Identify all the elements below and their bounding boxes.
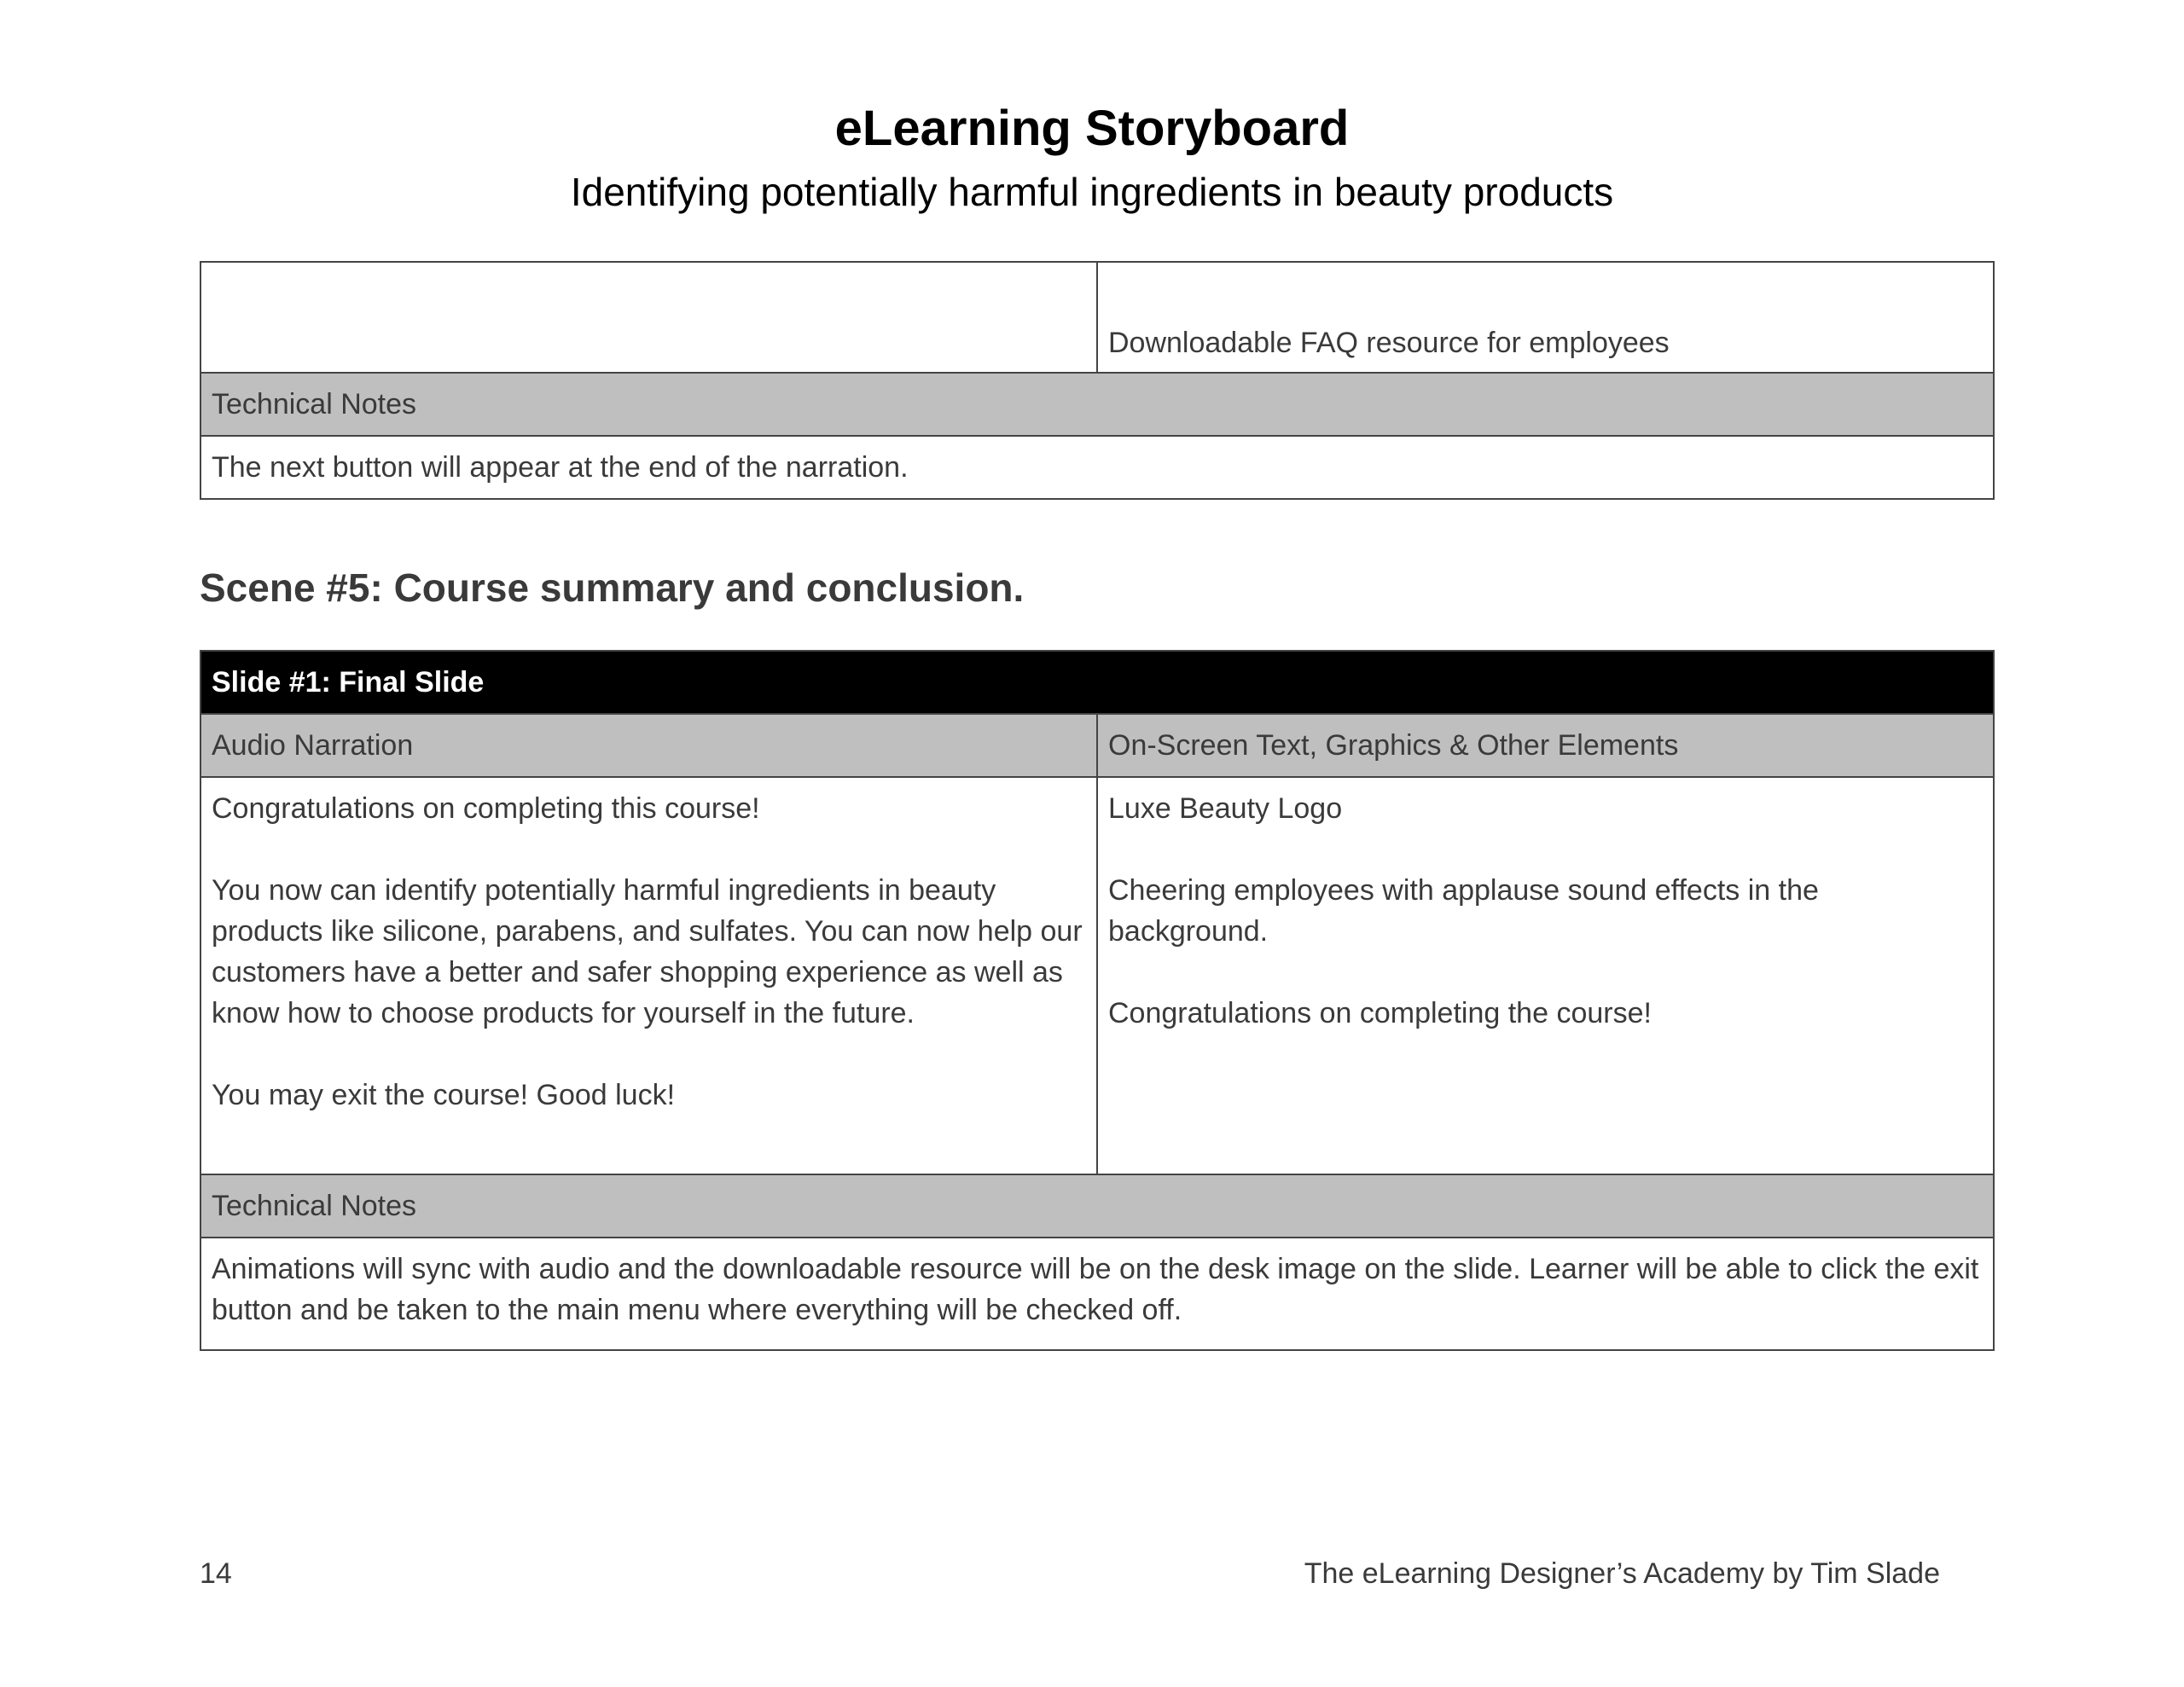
previous-left-cell	[200, 262, 1097, 373]
on-screen-header: On-Screen Text, Graphics & Other Elements	[1097, 714, 1994, 777]
technical-notes-text: The next button will appear at the end of the narration.	[200, 436, 1994, 499]
narration-paragraph: Congratulations on completing this course!	[212, 792, 760, 825]
technical-notes-text: Animations will sync with audio and the downloadable resource will be on the desk image on the slide. Learner will be able to click the exit button and be taken to the main menu where everything will be checked off.	[200, 1238, 1994, 1350]
technical-notes-header: Technical Notes	[200, 373, 1994, 436]
table-row	[200, 262, 1994, 373]
narration-paragraph: You now can identify potentially harmful ingredients in beauty products like silicone, parabens, and sulfates. You can now help our customers have a better and safer shopping experience as well as know how to choose products for yourself in the future.	[212, 874, 1083, 1029]
audio-narration-header: Audio Narration	[200, 714, 1097, 777]
on-screen-paragraph: Congratulations on completing the course!	[1108, 997, 1652, 1029]
table-row	[200, 373, 1994, 436]
slide-title: Slide #1: Final Slide	[200, 651, 1994, 714]
document-title: eLearning Storyboard	[834, 101, 1350, 156]
table-row	[200, 651, 1994, 714]
table-row	[200, 436, 1994, 499]
technical-notes-header: Technical Notes	[200, 1174, 1994, 1238]
table-row	[200, 1238, 1994, 1350]
table-row	[200, 1174, 1994, 1238]
on-screen-cell	[1097, 777, 1994, 1174]
on-screen-paragraph: Luxe Beauty Logo	[1108, 792, 1343, 825]
document-subtitle: Identifying potentially harmful ingredients in beauty products	[570, 170, 1614, 214]
audio-narration-cell	[200, 777, 1097, 1174]
footer-credit: The eLearning Designer’s Academy by Tim Slade	[1304, 1557, 1940, 1590]
table-row	[200, 777, 1994, 1174]
narration-paragraph: You may exit the course! Good luck!	[212, 1079, 676, 1111]
previous-slide-table	[200, 261, 1995, 500]
page-number: 14	[200, 1557, 232, 1590]
previous-right-cell: Downloadable FAQ resource for employees	[1097, 262, 1994, 373]
table-row	[200, 714, 1994, 777]
scene-heading: Scene #5: Course summary and conclusion.	[200, 565, 1025, 610]
on-screen-paragraph: Cheering employees with applause sound effects in the background.	[1108, 874, 1819, 948]
slide-table	[200, 650, 1995, 1351]
